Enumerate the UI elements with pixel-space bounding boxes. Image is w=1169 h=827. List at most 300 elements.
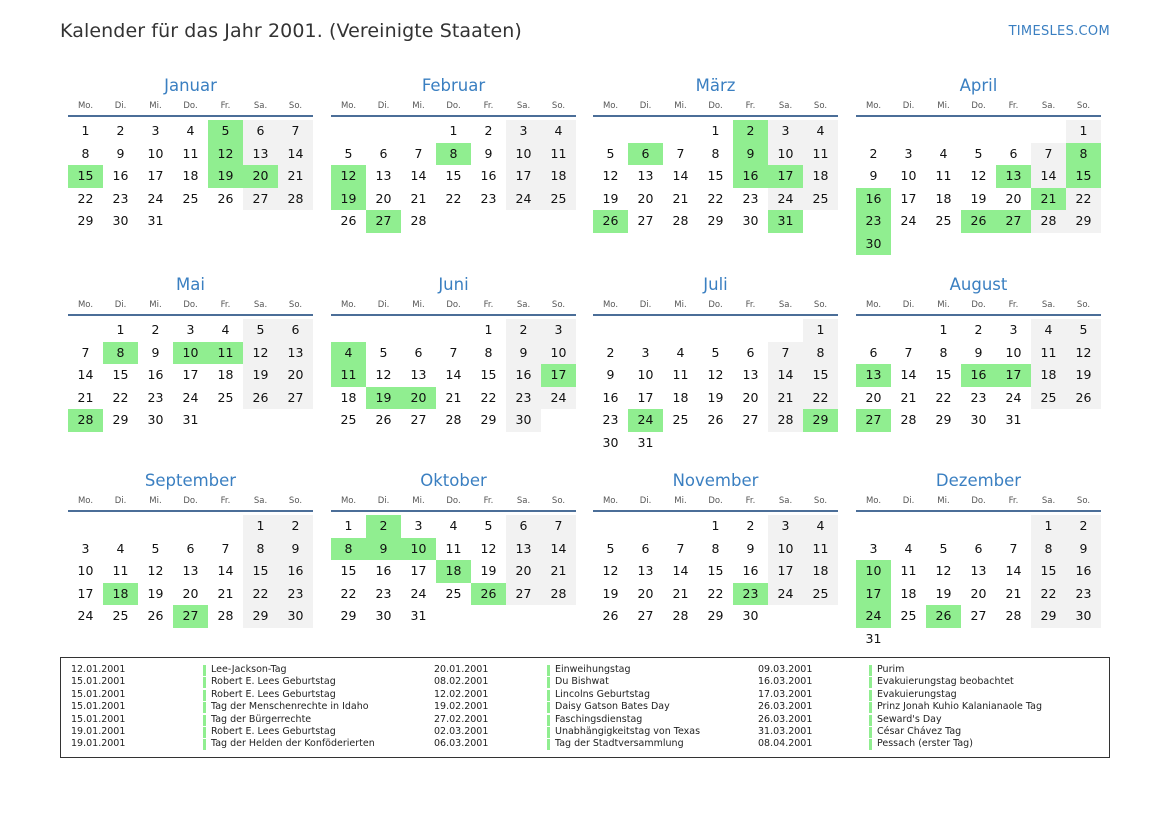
day-cell[interactable]: 25 <box>445 585 462 601</box>
day-cell[interactable]: 22 <box>77 190 94 206</box>
day-cell[interactable]: 4 <box>186 123 195 138</box>
day-cell[interactable]: 7 <box>676 540 685 556</box>
day-cell[interactable]: 29 <box>112 412 129 427</box>
day-cell[interactable]: 30 <box>742 608 759 623</box>
day-cell[interactable]: 28 <box>217 608 234 623</box>
day-cell[interactable]: 5 <box>379 344 388 360</box>
holiday-day-cell[interactable]: 27 <box>366 210 401 233</box>
holiday-day-cell[interactable]: 15 <box>68 165 103 188</box>
day-cell[interactable]: 28 <box>672 213 689 228</box>
day-cell[interactable]: 15 <box>803 364 838 387</box>
day-cell[interactable]: 19 <box>147 585 164 601</box>
day-cell[interactable]: 11 <box>1031 342 1066 365</box>
holiday-day-cell[interactable]: 8 <box>331 538 366 561</box>
holiday-day-cell[interactable]: 2 <box>733 120 768 143</box>
day-cell[interactable]: 31 <box>865 630 882 646</box>
holiday-day-cell[interactable]: 23 <box>733 583 768 606</box>
holiday-day-cell[interactable]: 5 <box>208 120 243 143</box>
day-cell[interactable]: 24 <box>506 188 541 211</box>
day-cell[interactable]: 1 <box>344 518 353 533</box>
day-cell[interactable]: 24 <box>541 387 576 410</box>
day-cell[interactable]: 4 <box>904 540 913 556</box>
day-cell[interactable]: 5 <box>243 319 278 342</box>
day-cell[interactable]: 19 <box>602 585 619 601</box>
day-cell[interactable]: 9 <box>974 344 983 360</box>
day-cell[interactable]: 2 <box>151 322 160 337</box>
day-cell[interactable]: 4 <box>803 120 838 143</box>
day-cell[interactable]: 16 <box>112 168 129 183</box>
day-cell[interactable]: 22 <box>1031 583 1066 606</box>
day-cell[interactable]: 23 <box>278 583 313 606</box>
day-cell[interactable]: 24 <box>900 213 917 228</box>
day-cell[interactable]: 17 <box>147 168 164 183</box>
day-cell[interactable]: 2 <box>869 145 878 161</box>
day-cell[interactable]: 27 <box>243 188 278 211</box>
day-cell[interactable]: 7 <box>541 515 576 538</box>
day-cell[interactable]: 1 <box>116 322 125 337</box>
day-cell[interactable]: 9 <box>746 540 755 556</box>
day-cell[interactable]: 5 <box>606 145 615 161</box>
day-cell[interactable]: 12 <box>243 342 278 365</box>
day-cell[interactable]: 2 <box>974 322 983 337</box>
day-cell[interactable]: 26 <box>147 608 164 623</box>
day-cell[interactable]: 22 <box>707 585 724 601</box>
day-cell[interactable]: 24 <box>182 389 199 405</box>
day-cell[interactable]: 9 <box>484 145 493 161</box>
day-cell[interactable]: 21 <box>672 190 689 206</box>
holiday-day-cell[interactable]: 12 <box>331 165 366 188</box>
holiday-day-cell[interactable]: 15 <box>1066 165 1101 188</box>
day-cell[interactable]: 27 <box>410 412 427 427</box>
holiday-day-cell[interactable]: 27 <box>996 210 1031 233</box>
day-cell[interactable]: 17 <box>506 165 541 188</box>
day-cell[interactable]: 11 <box>803 143 838 166</box>
day-cell[interactable]: 3 <box>904 145 913 161</box>
day-cell[interactable]: 11 <box>900 563 917 578</box>
day-cell[interactable]: 30 <box>147 412 164 427</box>
day-cell[interactable]: 1 <box>711 123 720 138</box>
day-cell[interactable]: 28 <box>278 188 313 211</box>
holiday-day-cell[interactable]: 16 <box>733 165 768 188</box>
day-cell[interactable]: 8 <box>243 538 278 561</box>
day-cell[interactable]: 1 <box>449 123 458 138</box>
day-cell[interactable]: 28 <box>768 409 803 432</box>
holiday-day-cell[interactable]: 28 <box>68 409 103 432</box>
holiday-day-cell[interactable]: 16 <box>856 188 891 211</box>
day-cell[interactable]: 12 <box>602 563 619 578</box>
day-cell[interactable]: 25 <box>900 608 917 623</box>
day-cell[interactable]: 13 <box>742 367 759 382</box>
day-cell[interactable]: 26 <box>707 412 724 427</box>
day-cell[interactable]: 30 <box>506 409 541 432</box>
day-cell[interactable]: 3 <box>768 120 803 143</box>
day-cell[interactable]: 11 <box>803 538 838 561</box>
day-cell[interactable]: 24 <box>768 188 803 211</box>
day-cell[interactable]: 10 <box>637 367 654 382</box>
day-cell[interactable]: 21 <box>410 190 427 206</box>
day-cell[interactable]: 13 <box>243 143 278 166</box>
day-cell[interactable]: 20 <box>742 389 759 405</box>
day-cell[interactable]: 21 <box>900 389 917 405</box>
day-cell[interactable]: 17 <box>182 367 199 382</box>
day-cell[interactable]: 21 <box>77 389 94 405</box>
day-cell[interactable]: 15 <box>340 563 357 578</box>
day-cell[interactable]: 2 <box>278 515 313 538</box>
day-cell[interactable]: 3 <box>151 123 160 138</box>
day-cell[interactable]: 21 <box>768 387 803 410</box>
day-cell[interactable]: 20 <box>637 585 654 601</box>
day-cell[interactable]: 16 <box>375 563 392 578</box>
day-cell[interactable]: 25 <box>112 608 129 623</box>
holiday-day-cell[interactable]: 21 <box>1031 188 1066 211</box>
day-cell[interactable]: 20 <box>637 190 654 206</box>
holiday-day-cell[interactable]: 9 <box>733 143 768 166</box>
day-cell[interactable]: 16 <box>480 168 497 183</box>
day-cell[interactable]: 9 <box>869 168 878 183</box>
day-cell[interactable]: 27 <box>970 608 987 623</box>
day-cell[interactable]: 4 <box>221 322 230 337</box>
day-cell[interactable]: 2 <box>116 123 125 138</box>
day-cell[interactable]: 22 <box>935 389 952 405</box>
day-cell[interactable]: 20 <box>865 389 882 405</box>
day-cell[interactable]: 13 <box>637 168 654 183</box>
day-cell[interactable]: 20 <box>506 560 541 583</box>
holiday-day-cell[interactable]: 24 <box>628 409 663 432</box>
day-cell[interactable]: 21 <box>1005 585 1022 601</box>
day-cell[interactable]: 8 <box>484 344 493 360</box>
day-cell[interactable]: 3 <box>414 518 423 533</box>
day-cell[interactable]: 5 <box>711 344 720 360</box>
day-cell[interactable]: 25 <box>672 412 689 427</box>
holiday-day-cell[interactable]: 26 <box>593 210 628 233</box>
holiday-day-cell[interactable]: 10 <box>856 560 891 583</box>
day-cell[interactable]: 25 <box>803 583 838 606</box>
day-cell[interactable]: 12 <box>707 367 724 382</box>
day-cell[interactable]: 18 <box>900 585 917 601</box>
day-cell[interactable]: 23 <box>1066 583 1101 606</box>
day-cell[interactable]: 20 <box>970 585 987 601</box>
day-cell[interactable]: 6 <box>243 120 278 143</box>
day-cell[interactable]: 30 <box>375 608 392 623</box>
day-cell[interactable]: 23 <box>480 190 497 206</box>
day-cell[interactable]: 24 <box>410 585 427 601</box>
day-cell[interactable]: 19 <box>970 190 987 206</box>
day-cell[interactable]: 13 <box>375 168 392 183</box>
day-cell[interactable]: 16 <box>1066 560 1101 583</box>
holiday-day-cell[interactable]: 13 <box>856 364 891 387</box>
day-cell[interactable]: 10 <box>1005 344 1022 360</box>
day-cell[interactable]: 28 <box>445 412 462 427</box>
day-cell[interactable]: 14 <box>77 367 94 382</box>
day-cell[interactable]: 5 <box>1066 319 1101 342</box>
holiday-day-cell[interactable]: 18 <box>436 560 471 583</box>
day-cell[interactable]: 14 <box>1005 563 1022 578</box>
day-cell[interactable]: 28 <box>410 213 427 228</box>
day-cell[interactable]: 15 <box>112 367 129 382</box>
holiday-day-cell[interactable]: 17 <box>856 583 891 606</box>
holiday-day-cell[interactable]: 17 <box>768 165 803 188</box>
day-cell[interactable]: 13 <box>182 563 199 578</box>
day-cell[interactable]: 11 <box>541 143 576 166</box>
day-cell[interactable]: 21 <box>278 165 313 188</box>
day-cell[interactable]: 15 <box>480 367 497 382</box>
day-cell[interactable]: 6 <box>278 319 313 342</box>
holiday-day-cell[interactable]: 8 <box>436 143 471 166</box>
day-cell[interactable]: 5 <box>484 518 493 533</box>
day-cell[interactable]: 1 <box>939 322 948 337</box>
day-cell[interactable]: 31 <box>637 434 654 450</box>
day-cell[interactable]: 21 <box>541 560 576 583</box>
day-cell[interactable]: 3 <box>186 322 195 337</box>
day-cell[interactable]: 13 <box>278 342 313 365</box>
day-cell[interactable]: 13 <box>970 563 987 578</box>
day-cell[interactable]: 11 <box>182 145 199 161</box>
day-cell[interactable]: 14 <box>278 143 313 166</box>
day-cell[interactable]: 23 <box>970 389 987 405</box>
day-cell[interactable]: 26 <box>602 608 619 623</box>
holiday-day-cell[interactable]: 11 <box>331 364 366 387</box>
day-cell[interactable]: 10 <box>77 563 94 578</box>
day-cell[interactable]: 30 <box>970 412 987 427</box>
day-cell[interactable]: 27 <box>742 412 759 427</box>
day-cell[interactable]: 29 <box>1031 605 1066 628</box>
day-cell[interactable]: 7 <box>414 145 423 161</box>
day-cell[interactable]: 26 <box>1066 387 1101 410</box>
day-cell[interactable]: 2 <box>484 123 493 138</box>
day-cell[interactable]: 7 <box>904 344 913 360</box>
holiday-day-cell[interactable]: 26 <box>471 583 506 606</box>
day-cell[interactable]: 14 <box>768 364 803 387</box>
day-cell[interactable]: 13 <box>637 563 654 578</box>
day-cell[interactable]: 6 <box>974 540 983 556</box>
day-cell[interactable]: 10 <box>768 538 803 561</box>
day-cell[interactable]: 10 <box>541 342 576 365</box>
day-cell[interactable]: 9 <box>151 344 160 360</box>
day-cell[interactable]: 4 <box>1031 319 1066 342</box>
day-cell[interactable]: 8 <box>711 145 720 161</box>
day-cell[interactable]: 9 <box>278 538 313 561</box>
day-cell[interactable]: 30 <box>112 213 129 228</box>
day-cell[interactable]: 3 <box>869 540 878 556</box>
day-cell[interactable]: 26 <box>217 190 234 206</box>
day-cell[interactable]: 23 <box>147 389 164 405</box>
brand-link[interactable]: TIMESLES.COM <box>1008 24 1110 39</box>
holiday-day-cell[interactable]: 9 <box>366 538 401 561</box>
day-cell[interactable]: 17 <box>637 389 654 405</box>
day-cell[interactable]: 7 <box>278 120 313 143</box>
day-cell[interactable]: 30 <box>742 213 759 228</box>
day-cell[interactable]: 25 <box>340 412 357 427</box>
day-cell[interactable]: 29 <box>480 412 497 427</box>
day-cell[interactable]: 7 <box>81 344 90 360</box>
day-cell[interactable]: 24 <box>768 583 803 606</box>
day-cell[interactable]: 26 <box>375 412 392 427</box>
holiday-day-cell[interactable]: 6 <box>628 143 663 166</box>
day-cell[interactable]: 29 <box>707 213 724 228</box>
holiday-day-cell[interactable]: 11 <box>208 342 243 365</box>
day-cell[interactable]: 17 <box>900 190 917 206</box>
day-cell[interactable]: 16 <box>602 389 619 405</box>
day-cell[interactable]: 19 <box>480 563 497 578</box>
day-cell[interactable]: 12 <box>935 563 952 578</box>
day-cell[interactable]: 5 <box>939 540 948 556</box>
day-cell[interactable]: 4 <box>803 515 838 538</box>
day-cell[interactable]: 20 <box>278 364 313 387</box>
day-cell[interactable]: 27 <box>278 387 313 410</box>
holiday-day-cell[interactable]: 8 <box>103 342 138 365</box>
day-cell[interactable]: 30 <box>602 434 619 450</box>
day-cell[interactable]: 16 <box>278 560 313 583</box>
day-cell[interactable]: 10 <box>147 145 164 161</box>
day-cell[interactable]: 1 <box>484 322 493 337</box>
day-cell[interactable]: 12 <box>602 168 619 183</box>
day-cell[interactable]: 22 <box>1066 188 1101 211</box>
day-cell[interactable]: 4 <box>449 518 458 533</box>
day-cell[interactable]: 6 <box>1009 145 1018 161</box>
holiday-day-cell[interactable]: 31 <box>768 210 803 233</box>
day-cell[interactable]: 29 <box>707 608 724 623</box>
day-cell[interactable]: 14 <box>1031 165 1066 188</box>
day-cell[interactable]: 17 <box>410 563 427 578</box>
day-cell[interactable]: 23 <box>602 412 619 427</box>
day-cell[interactable]: 15 <box>1031 560 1066 583</box>
day-cell[interactable]: 19 <box>935 585 952 601</box>
day-cell[interactable]: 3 <box>768 515 803 538</box>
day-cell[interactable]: 18 <box>182 168 199 183</box>
holiday-day-cell[interactable]: 23 <box>856 210 891 233</box>
day-cell[interactable]: 28 <box>541 583 576 606</box>
day-cell[interactable]: 12 <box>1066 342 1101 365</box>
day-cell[interactable]: 18 <box>803 165 838 188</box>
day-cell[interactable]: 12 <box>480 540 497 556</box>
day-cell[interactable]: 19 <box>602 190 619 206</box>
day-cell[interactable]: 22 <box>803 387 838 410</box>
day-cell[interactable]: 20 <box>375 190 392 206</box>
day-cell[interactable]: 22 <box>445 190 462 206</box>
day-cell[interactable]: 19 <box>243 364 278 387</box>
day-cell[interactable]: 6 <box>506 515 541 538</box>
holiday-day-cell[interactable]: 27 <box>856 409 891 432</box>
day-cell[interactable]: 14 <box>900 367 917 382</box>
holiday-day-cell[interactable]: 29 <box>803 409 838 432</box>
day-cell[interactable]: 15 <box>935 367 952 382</box>
day-cell[interactable]: 26 <box>340 213 357 228</box>
day-cell[interactable]: 24 <box>147 190 164 206</box>
holiday-day-cell[interactable]: 19 <box>366 387 401 410</box>
day-cell[interactable]: 21 <box>672 585 689 601</box>
day-cell[interactable]: 23 <box>375 585 392 601</box>
day-cell[interactable]: 20 <box>1005 190 1022 206</box>
day-cell[interactable]: 15 <box>707 563 724 578</box>
day-cell[interactable]: 16 <box>506 364 541 387</box>
holiday-day-cell[interactable]: 20 <box>401 387 436 410</box>
day-cell[interactable]: 10 <box>506 143 541 166</box>
day-cell[interactable]: 8 <box>1031 538 1066 561</box>
day-cell[interactable]: 22 <box>243 583 278 606</box>
day-cell[interactable]: 19 <box>707 389 724 405</box>
day-cell[interactable]: 14 <box>445 367 462 382</box>
day-cell[interactable]: 8 <box>81 145 90 161</box>
day-cell[interactable]: 14 <box>672 168 689 183</box>
holiday-day-cell[interactable]: 20 <box>243 165 278 188</box>
holiday-day-cell[interactable]: 2 <box>366 515 401 538</box>
day-cell[interactable]: 31 <box>147 213 164 228</box>
day-cell[interactable]: 3 <box>81 540 90 556</box>
day-cell[interactable]: 18 <box>217 367 234 382</box>
day-cell[interactable]: 16 <box>742 563 759 578</box>
day-cell[interactable]: 8 <box>939 344 948 360</box>
day-cell[interactable]: 30 <box>278 605 313 628</box>
day-cell[interactable]: 13 <box>506 538 541 561</box>
day-cell[interactable]: 1 <box>803 319 838 342</box>
day-cell[interactable]: 4 <box>676 344 685 360</box>
day-cell[interactable]: 25 <box>1031 387 1066 410</box>
holiday-day-cell[interactable]: 8 <box>1066 143 1101 166</box>
day-cell[interactable]: 14 <box>217 563 234 578</box>
holiday-day-cell[interactable]: 27 <box>173 605 208 628</box>
day-cell[interactable]: 2 <box>746 518 755 533</box>
day-cell[interactable]: 14 <box>672 563 689 578</box>
day-cell[interactable]: 1 <box>711 518 720 533</box>
day-cell[interactable]: 3 <box>541 319 576 342</box>
day-cell[interactable]: 22 <box>707 190 724 206</box>
day-cell[interactable]: 18 <box>672 389 689 405</box>
day-cell[interactable]: 28 <box>1031 210 1066 233</box>
day-cell[interactable]: 7 <box>1009 540 1018 556</box>
day-cell[interactable]: 19 <box>1066 364 1101 387</box>
day-cell[interactable]: 7 <box>221 540 230 556</box>
day-cell[interactable]: 25 <box>217 389 234 405</box>
holiday-day-cell[interactable]: 4 <box>331 342 366 365</box>
day-cell[interactable]: 20 <box>182 585 199 601</box>
holiday-day-cell[interactable]: 26 <box>926 605 961 628</box>
day-cell[interactable]: 22 <box>480 389 497 405</box>
day-cell[interactable]: 23 <box>112 190 129 206</box>
day-cell[interactable]: 28 <box>672 608 689 623</box>
day-cell[interactable]: 3 <box>506 120 541 143</box>
day-cell[interactable]: 6 <box>379 145 388 161</box>
day-cell[interactable]: 25 <box>803 188 838 211</box>
day-cell[interactable]: 6 <box>641 540 650 556</box>
holiday-day-cell[interactable]: 17 <box>996 364 1031 387</box>
day-cell[interactable]: 17 <box>77 585 94 601</box>
day-cell[interactable]: 23 <box>742 190 759 206</box>
day-cell[interactable]: 7 <box>768 342 803 365</box>
day-cell[interactable]: 26 <box>243 387 278 410</box>
day-cell[interactable]: 18 <box>1031 364 1066 387</box>
day-cell[interactable]: 9 <box>1066 538 1101 561</box>
day-cell[interactable]: 15 <box>707 168 724 183</box>
holiday-day-cell[interactable]: 30 <box>856 233 891 256</box>
holiday-day-cell[interactable]: 10 <box>173 342 208 365</box>
day-cell[interactable]: 5 <box>344 145 353 161</box>
day-cell[interactable]: 30 <box>1066 605 1101 628</box>
day-cell[interactable]: 13 <box>410 367 427 382</box>
day-cell[interactable]: 28 <box>1005 608 1022 623</box>
day-cell[interactable]: 2 <box>1066 515 1101 538</box>
day-cell[interactable]: 23 <box>506 387 541 410</box>
day-cell[interactable]: 14 <box>541 538 576 561</box>
day-cell[interactable]: 6 <box>869 344 878 360</box>
day-cell[interactable]: 31 <box>410 608 427 623</box>
holiday-day-cell[interactable]: 19 <box>331 188 366 211</box>
day-cell[interactable]: 16 <box>147 367 164 382</box>
day-cell[interactable]: 22 <box>340 585 357 601</box>
holiday-day-cell[interactable]: 13 <box>996 165 1031 188</box>
day-cell[interactable]: 27 <box>637 213 654 228</box>
day-cell[interactable]: 6 <box>746 344 755 360</box>
day-cell[interactable]: 29 <box>935 412 952 427</box>
